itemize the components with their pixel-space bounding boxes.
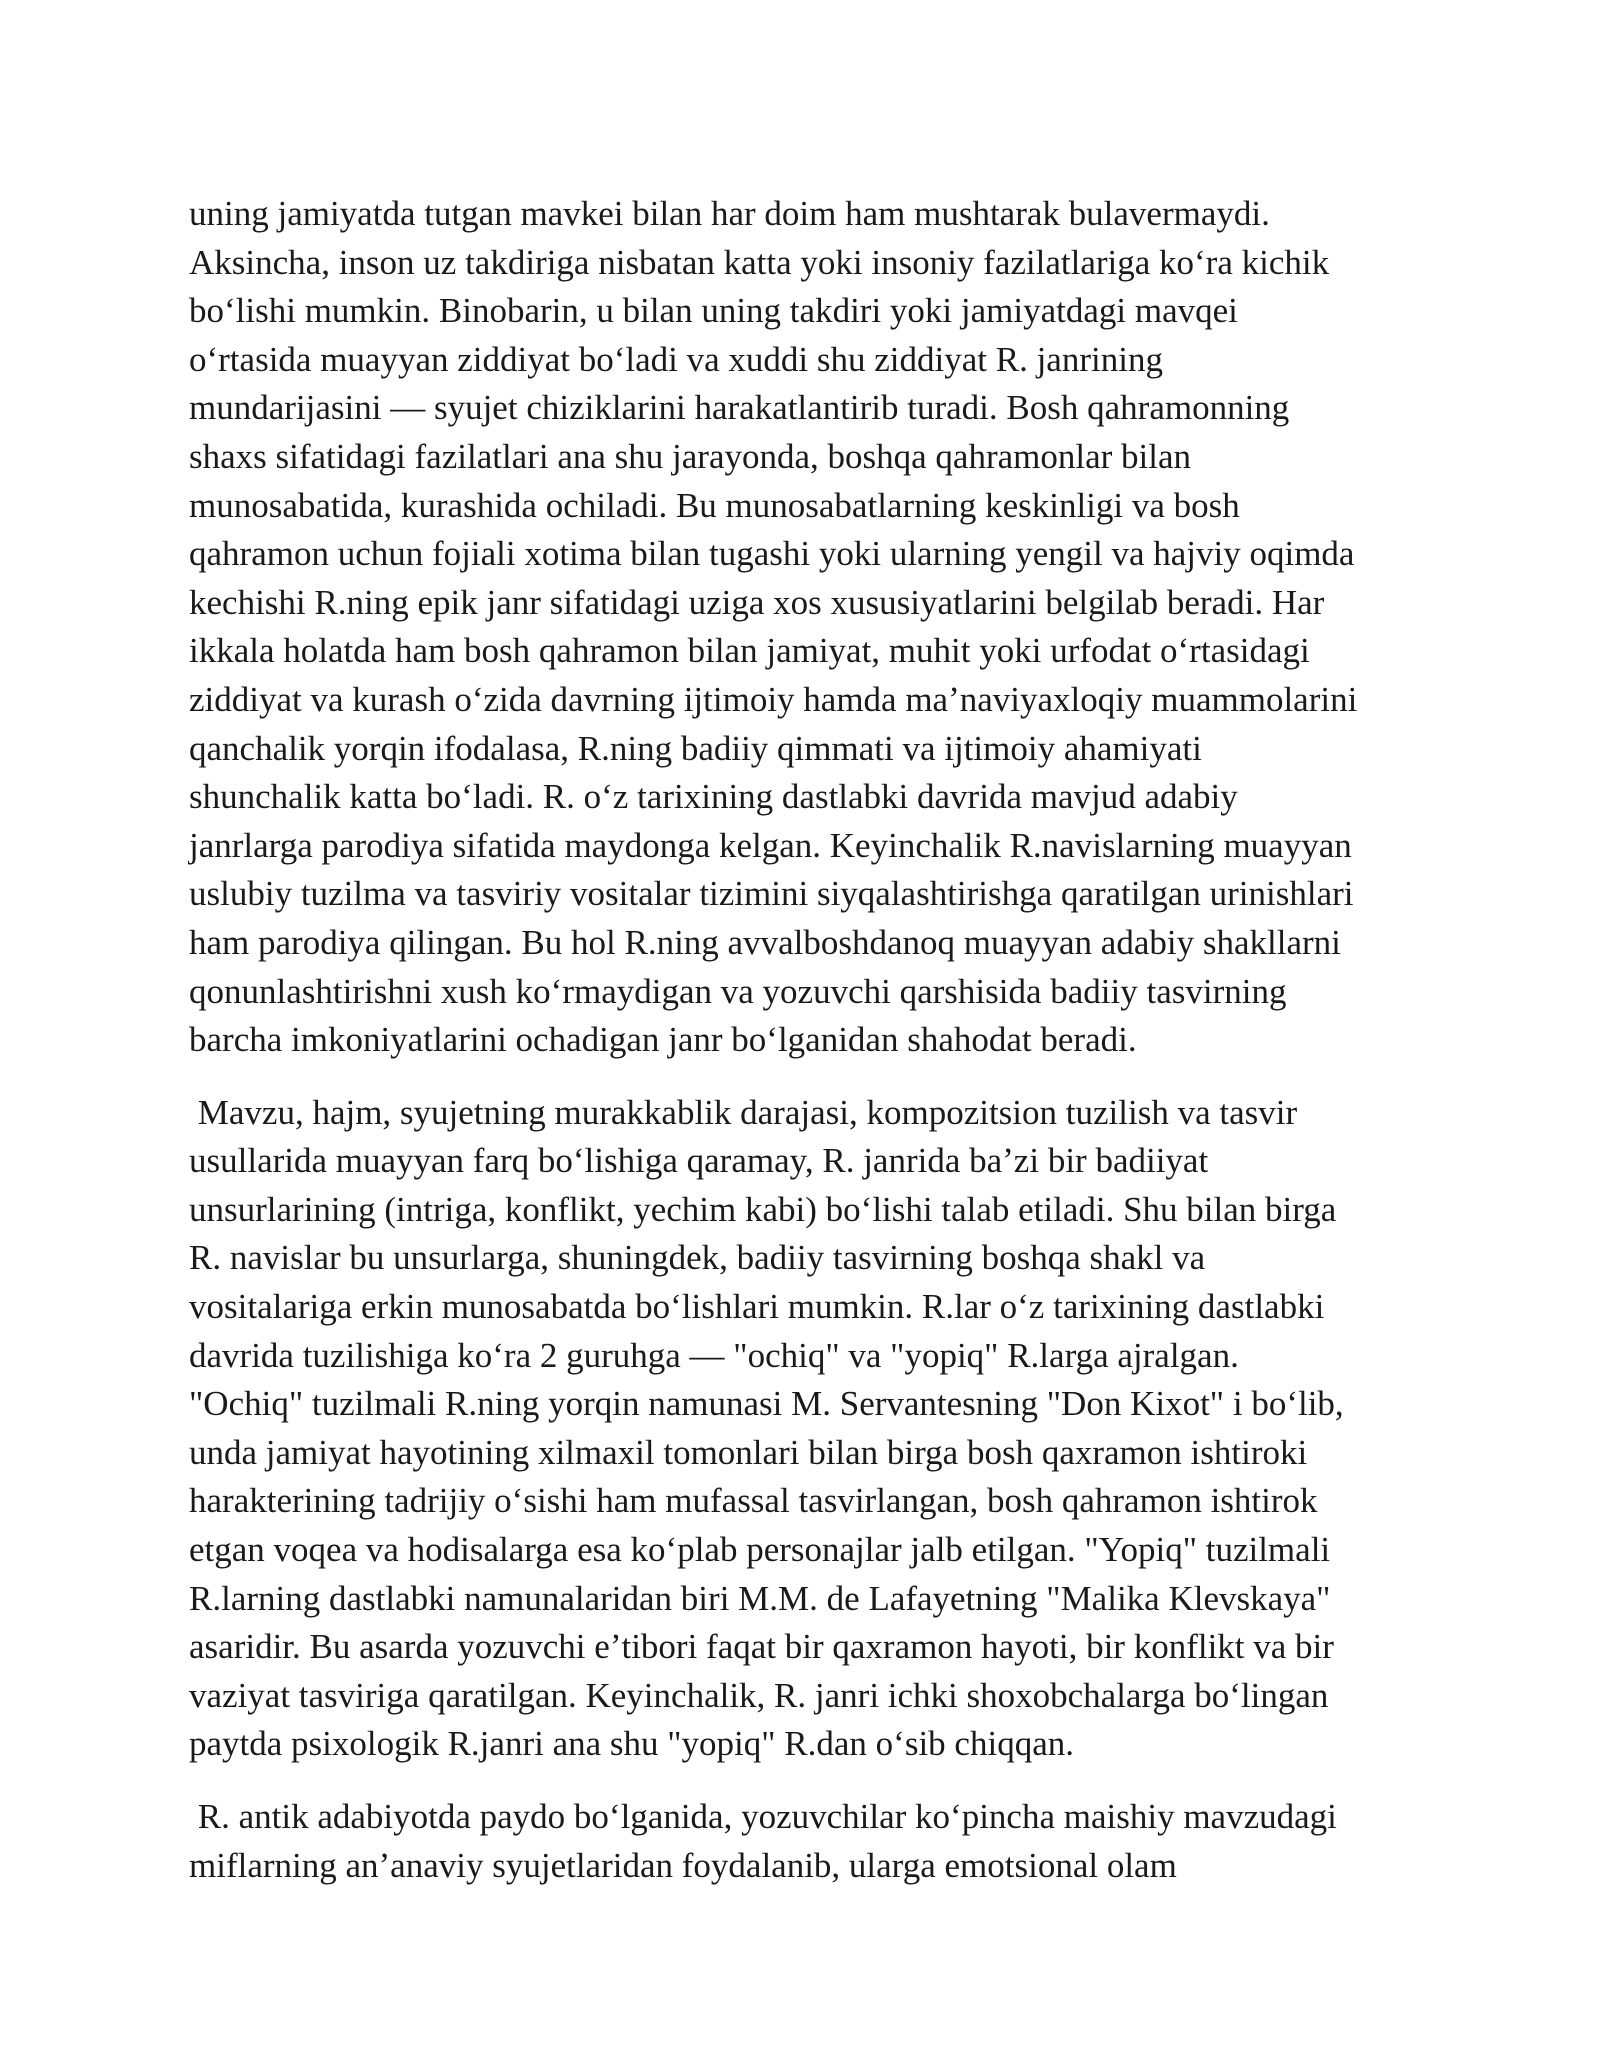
text-line: ziddiyat va kurash oʻzida davrning ijtimoiy hamda maʼnaviyaxloqiy muammolarini xyxy=(189,679,1358,719)
document-body xyxy=(189,190,1419,1890)
text-line: "Ochiq" tuzilmali R.ning yorqin namunasi M. Servantesning "Don Kixot" i boʻlib, xyxy=(189,1384,1344,1424)
text-line: uning jamiyatda tutgan mavkei bilan har doim ham mushtarak bulavermaydi. xyxy=(189,194,1270,233)
text-line: miflarning anʼanaviy syujetlaridan foydalanib, ularga emotsional olam xyxy=(189,1845,1177,1885)
text-line: paytda psixologik R.janri ana shu "yopiq" R.dan oʻsib chiqqan. xyxy=(189,1724,1074,1764)
text-line: boʻlishi mumkin. Binobarin, u bilan uning takdiri yoki jamiyatdagi mavqei xyxy=(189,291,1238,331)
text-line: harakterining tadrijiy oʻsishi ham mufassal tasvirlangan, bosh qahramon ishtirok xyxy=(189,1481,1318,1521)
text-line: unda jamiyat hayotining xilmaxil tomonlari bilan birga bosh qaxramon ishtiroki xyxy=(189,1432,1308,1472)
text-line: uslubiy tuzilma va tasviriy vositalar tizimini siyqalashtirishga qaratilgan urinishlari xyxy=(189,874,1354,914)
text-line: vaziyat tasviriga qaratilgan. Keyinchalik, R. janri ichki shoxobchalarga boʻlingan xyxy=(189,1675,1329,1715)
text-line: R. antik adabiyotda paydo boʻlganida, yozuvchilar koʻpincha maishiy mavzudagi xyxy=(189,1797,1337,1836)
text-line: etgan voqea va hodisalarga esa koʻplab personajlar jalb etilgan. "Yopiq" tuzilmali xyxy=(189,1530,1331,1570)
text-line: ham parodiya qilingan. Bu hol R.ning avvalboshdanoq muayyan adabiy shakllarni xyxy=(189,922,1341,962)
text-line: unsurlarining (intriga, konflikt, yechim kabi) boʻlishi talab etiladi. Shu bilan birga xyxy=(189,1189,1337,1229)
text-line: kechishi R.ning epik janr sifatidagi uziga xos xususiyatlarini belgilab beradi. Har xyxy=(189,582,1325,622)
text-line: ikkala holatda ham bosh qahramon bilan jamiyat, muhit yoki urfodat oʻrtasidagi xyxy=(189,631,1310,671)
paragraph-1 xyxy=(189,190,1419,1065)
text-line: oʻrtasida muayyan ziddiyat boʻladi va xuddi shu ziddiyat R. janrining xyxy=(189,339,1163,379)
text-line: R.larning dastlabki namunalaridan biri M.M. de Lafayetning "Malika Klevskaya" xyxy=(189,1578,1331,1618)
paragraph-3 xyxy=(189,1793,1419,1890)
text-line: Mavzu, hajm, syujetning murakkablik darajasi, kompozitsion tuzilish va tasvir xyxy=(189,1092,1298,1132)
text-line: shunchalik katta boʻladi. R. oʻz tarixining dastlabki davrida mavjud adabiy xyxy=(189,777,1238,817)
text-line: janrlarga parodiya sifatida maydonga kelgan. Keyinchalik R.navislarning muayyan xyxy=(189,825,1352,865)
text-line: barcha imkoniyatlarini ochadigan janr boʻlganidan shahodat beradi. xyxy=(189,1020,1137,1060)
text-line: mundarijasini — syujet chiziklarini harakatlantirib turadi. Bosh qahramonning xyxy=(189,388,1290,428)
text-line: asaridir. Bu asarda yozuvchi eʼtibori faqat bir qaxramon hayoti, bir konflikt va bir xyxy=(189,1627,1334,1667)
text-line: shaxs sifatidagi fazilatlari ana shu jarayonda, boshqa qahramonlar bilan xyxy=(189,436,1192,476)
text-line: usullarida muayyan farq boʻlishiga qaramay, R. janrida baʼzi bir badiiyat xyxy=(189,1141,1209,1181)
text-line: davrida tuzilishiga koʻra 2 guruhga — "ochiq" va "yopiq" R.larga ajralgan. xyxy=(189,1335,1239,1375)
text-line: Aksincha, inson uz takdiriga nisbatan katta yoki insoniy fazilatlariga koʻra kichik xyxy=(189,242,1330,282)
text-line: munosabatida, kurashida ochiladi. Bu munosabatlarning keskinligi va bosh xyxy=(189,485,1240,525)
text-line: qanchalik yorqin ifodalasa, R.ning badiiy qimmati va ijtimoiy ahamiyati xyxy=(189,728,1202,768)
text-line: vositalariga erkin munosabatda boʻlishlari mumkin. R.lar oʻz tarixining dastlabki xyxy=(189,1287,1325,1327)
text-line: qahramon uchun fojiali xotima bilan tugashi yoki ularning yengil va hajviy oqimda xyxy=(189,534,1355,574)
text-line: R. navislar bu unsurlarga, shuningdek, badiiy tasvirning boshqa shakl va xyxy=(189,1238,1206,1278)
paragraph-2 xyxy=(189,1089,1419,1769)
text-line: qonunlashtirishni xush koʻrmaydigan va yozuvchi qarshisida badiiy tasvirning xyxy=(189,971,1287,1011)
